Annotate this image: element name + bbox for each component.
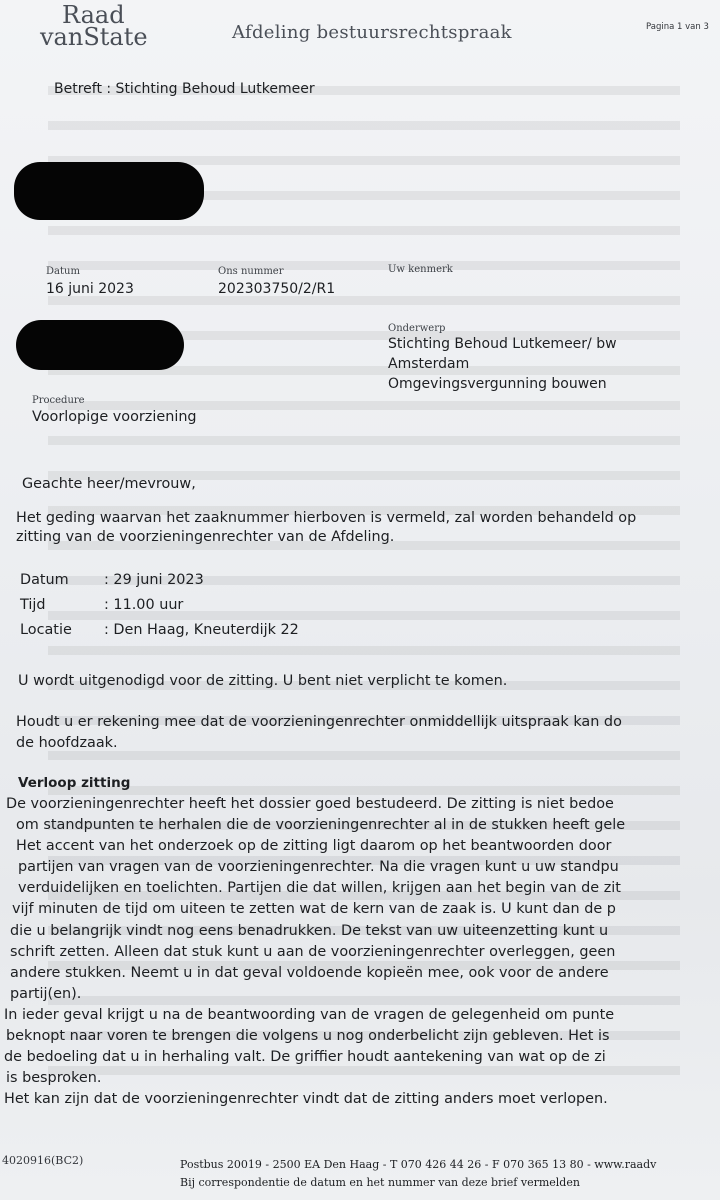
section-line: Het accent van het onderzoek op de zitting ligt daarom op het beantwoorden door [16, 838, 612, 855]
onderwerp-line-3: Omgevingsvergunning bouwen [388, 376, 607, 392]
schedule-date-value: : 29 juni 2023 [104, 572, 204, 588]
section-line: De voorzieningenrechter heeft het dossier goed bestudeerd. De zitting is niet bedoe [6, 796, 614, 812]
section-line: partijen van vragen van de voorzieningenrechter. Na die vragen kunt u uw standpu [18, 859, 619, 876]
our-number-label: Ons nummer [218, 266, 284, 277]
intro-line-1: Het geding waarvan het zaaknummer hierboven is vermeld, zal worden behandeld op [16, 510, 637, 526]
footer-address: Postbus 20019 - 2500 EA Den Haag - T 070 426 44 26 - F 070 365 13 80 - www.raadv [180, 1158, 657, 1171]
onderwerp-label: Onderwerp [388, 323, 446, 334]
schedule-time-value: : 11.00 uur [104, 597, 184, 613]
procedure-value: Voorlopige voorziening [32, 409, 197, 425]
section-line: partij(en). [10, 985, 82, 1002]
schedule-time-label: Tijd [20, 597, 46, 613]
procedure-label: Procedure [32, 395, 85, 406]
page-indicator: Pagina 1 van 3 [646, 22, 709, 32]
footer-correspondence-note: Bij correspondentie de datum en het nummer van deze brief vermelden [180, 1176, 580, 1189]
redacted-block-2 [16, 320, 184, 370]
note-line-1: Houdt u er rekening mee dat de voorzieningenrechter onmiddellijk uitspraak kan do [16, 714, 622, 730]
section-line: de bedoeling dat u in herhaling valt. De griffier houdt aantekening van wat op de zi [4, 1049, 606, 1066]
schedule-location-label: Locatie [20, 622, 72, 638]
department-title: Afdeling bestuursrechtspraak [232, 22, 512, 43]
date-label: Datum [46, 266, 80, 277]
section-line: beknopt naar voren te brengen die volgens u nog onderbelicht zijn gebleven. Het is [6, 1028, 610, 1045]
schedule-date-label: Datum [20, 572, 69, 588]
section-line: verduidelijken en toelichten. Partijen die dat willen, krijgen aan het begin van de zit [18, 880, 621, 897]
section-line: is besproken. [6, 1070, 102, 1087]
raad-van-state-logo [40, 1, 148, 51]
logo-line-2: vanState [40, 23, 148, 51]
intro-line-2: zitting van de voorzieningenrechter van de Afdeling. [16, 529, 395, 545]
onderwerp-line-1: Stichting Behoud Lutkemeer/ bw [388, 336, 617, 352]
section-body [4, 794, 625, 1110]
note-line-2: de hoofdzaak. [16, 735, 118, 751]
subject-line: Betreft : Stichting Behoud Lutkemeer [54, 81, 315, 97]
onderwerp-line-2: Amsterdam [388, 356, 470, 372]
section-line: die u belangrijk vindt nog eens benadrukken. De tekst van uw uiteenzetting kunt u [10, 922, 609, 939]
date-value: 16 juni 2023 [46, 281, 134, 297]
section-line: Het kan zijn dat de voorzieningenrechter vindt dat de zitting anders moet verlopen. [4, 1091, 608, 1108]
document-code: 4020916(BC2) [2, 1154, 84, 1167]
section-line: om standpunten te herhalen die de voorzieningenrechter al in de stukken heeft gele [16, 817, 626, 834]
logo-line-1: Raad [62, 1, 125, 29]
section-line: vijf minuten de tijd om uiteen te zetten wat de kern van de zaak is. U kunt dan de p [12, 901, 616, 918]
invitation-text: U wordt uitgenodigd voor de zitting. U bent niet verplicht te komen. [18, 673, 508, 689]
schedule-location-value: : Den Haag, Kneuterdijk 22 [104, 622, 299, 638]
our-number-value: 202303750/2/R1 [218, 281, 336, 297]
section-line: In ieder geval krijgt u na de beantwoording van de vragen de gelegenheid om punte [4, 1006, 615, 1023]
section-line: andere stukken. Neemt u in dat geval voldoende kopieën mee, ook voor de andere [10, 964, 609, 981]
section-title: Verloop zitting [18, 775, 131, 791]
redacted-address-block [14, 162, 204, 220]
greeting: Geachte heer/mevrouw, [22, 476, 196, 492]
your-reference-label: Uw kenmerk [388, 264, 453, 275]
section-line: schrift zetten. Alleen dat stuk kunt u aan de voorzieningenrechter overleggen, geen [10, 943, 616, 960]
